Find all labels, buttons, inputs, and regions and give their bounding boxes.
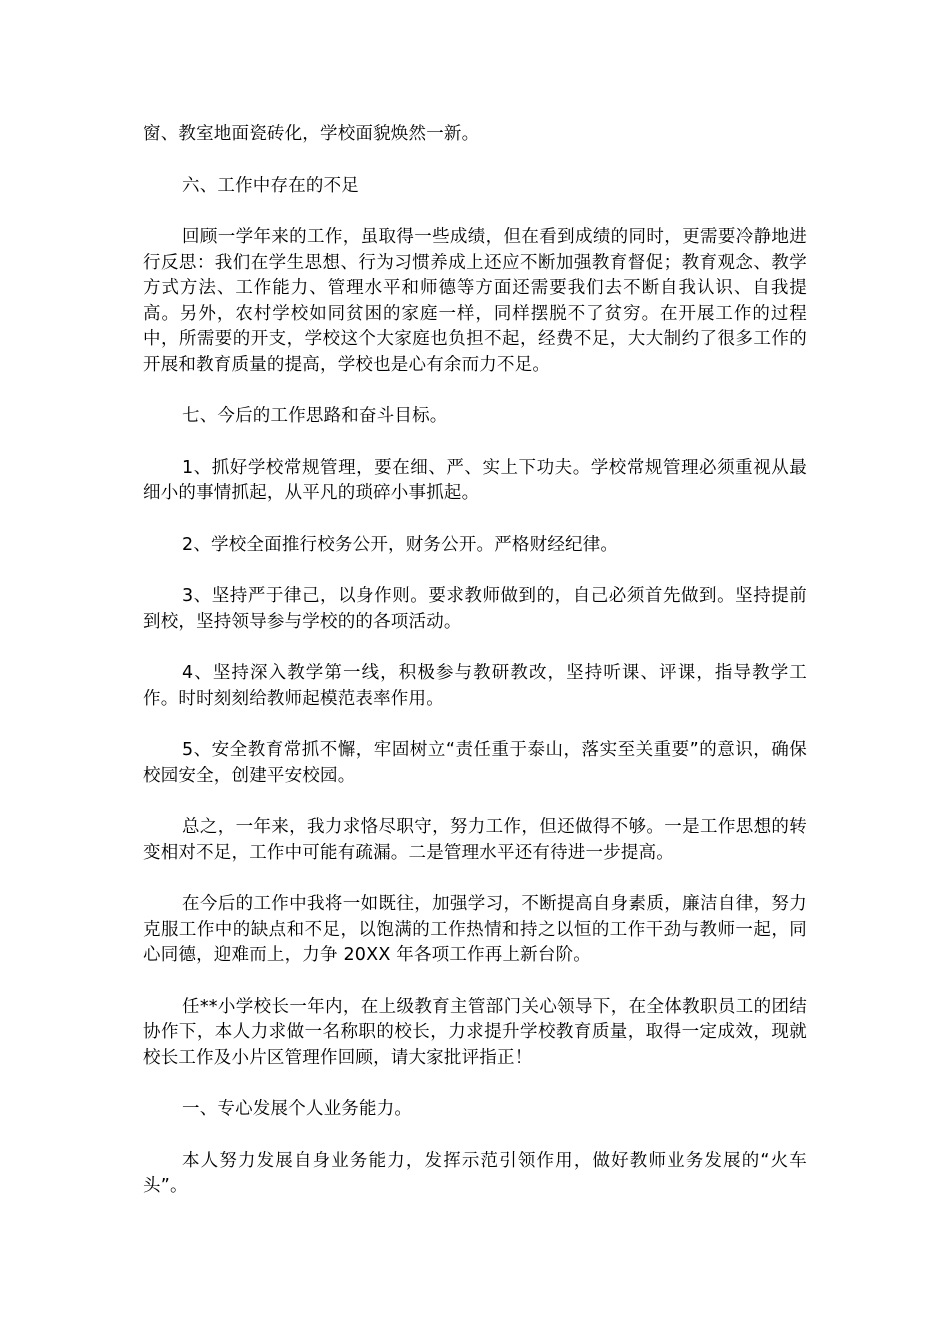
paragraph-future: 在今后的工作中我将一如既往，加强学习，不断提高自身素质，廉洁自律，努力克服工作中的缺点和不足，以饱满的工作热情和持之以恒的工作干劲与教师一起，同心同德，迎难而上，力争 20XX 年各项工作再上新台阶。 — [143, 894, 807, 965]
list-item-5: 5、安全教育常抓不懈，牢固树立“责任重于泰山，落实至关重要”的意识，确保校园安全，创建平安校园。 — [143, 740, 807, 786]
document-body — [143, 122, 807, 1200]
list-item-2: 2、学校全面推行校务公开，财务公开。严格财经纪律。 — [182, 534, 619, 555]
paragraph-review: 回顾一学年来的工作，虽取得一些成绩，但在看到成绩的同时，更需要冷静地进行反思：我们在学生思想、行为习惯养成上还应不断加强教育督促；教育观念、教学方式方法、工作能力、管理水平和师德等方面还需要我们去不断自我认识、自我提高。另外，农村学校如同贫困的家庭一样，同样摆脱不了贫穷。在开展工作的过程中，所需要的开支，学校这个大家庭也负担不起，经费不足，大大制约了很多工作的开展和教育质量的提高，学校也是心有余而力不足。 — [143, 227, 807, 375]
list-item-4: 4、坚持深入教学第一线，积极参与教研教改，坚持听课、评课，指导教学工作。时时刻刻给教师起模范表率作用。 — [143, 663, 807, 709]
section-heading-6: 六、工作中存在的不足 — [182, 175, 359, 196]
section-heading-1: 一、专心发展个人业务能力。 — [182, 1099, 413, 1119]
paragraph-intro: 任**小学校长一年内，在上级教育主管部门关心领导下，在全体教职员工的团结协作下，本人力求做一名称职的校长，力求提升学校教育质量，取得一定成效，现就校长工作及小片区管理作回顾，请大家批评指正！ — [143, 996, 807, 1068]
list-item-1: 1、抓好学校常规管理，要在细、严、实上下功夫。学校常规管理必须重视从最细小的事情抓起，从平凡的琐碎小事抓起。 — [143, 457, 807, 503]
paragraph-continuation: 窗、教室地面瓷砖化，学校面貌焕然一新。 — [143, 124, 480, 144]
paragraph-summary: 总之，一年来，我力求恪尽职守，努力工作，但还做得不够。一是工作思想的转变相对不足，工作中可能有疏漏。二是管理水平还有待进一步提高。 — [143, 817, 807, 863]
paragraph-ability: 本人努力发展自身业务能力，发挥示范引领作用，做好教师业务发展的“火车头”。 — [143, 1150, 807, 1196]
section-heading-7: 七、今后的工作思路和奋斗目标。 — [182, 406, 448, 426]
list-item-3: 3、坚持严于律己，以身作则。要求教师做到的，自己必须首先做到。坚持提前到校，坚持领导参与学校的的各项活动。 — [143, 586, 807, 632]
